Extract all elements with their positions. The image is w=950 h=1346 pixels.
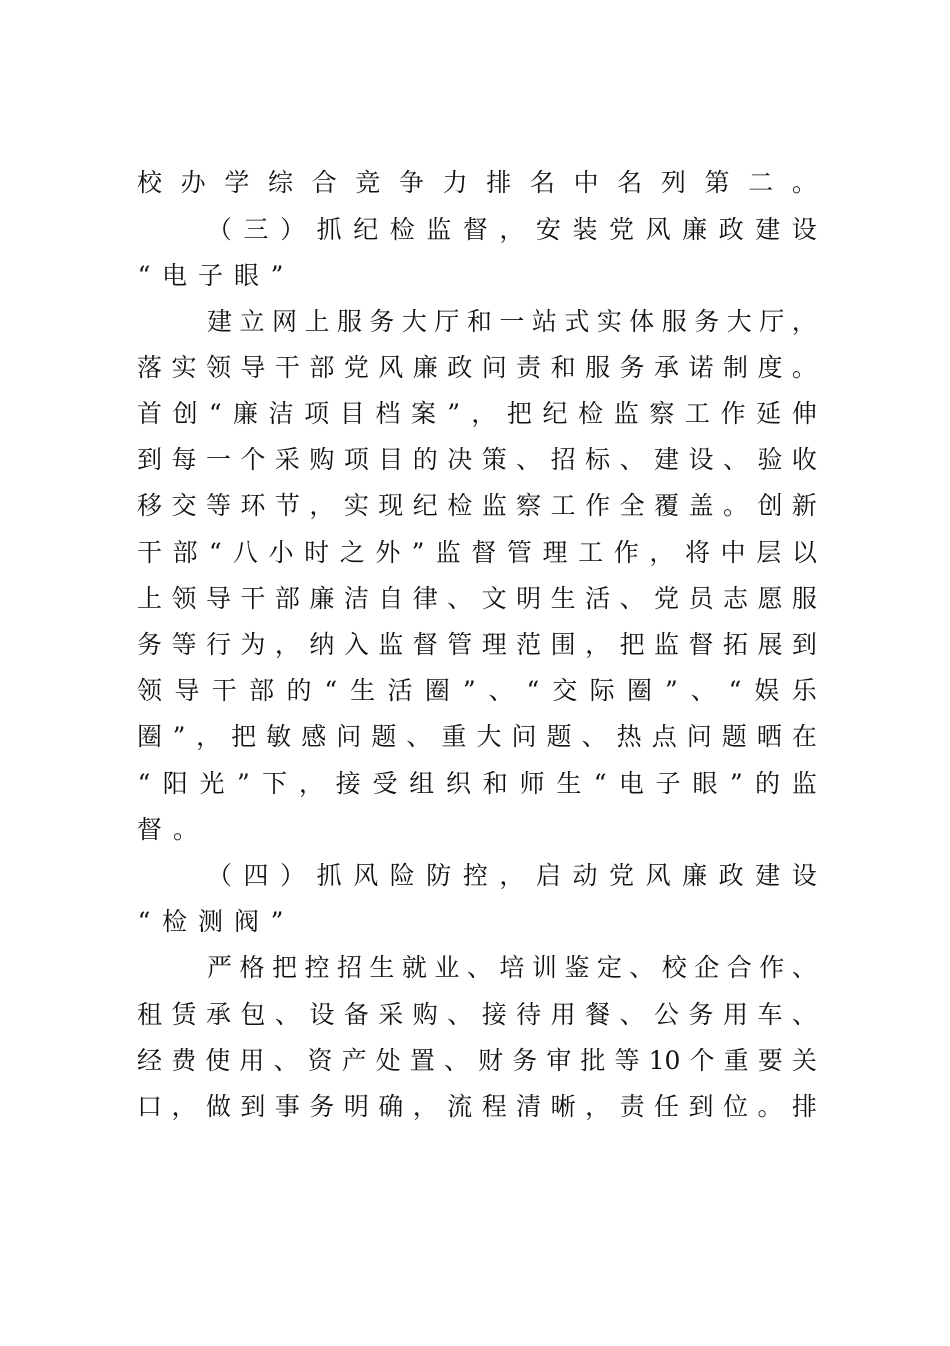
text-line: 圈 ” ， 把 敏 感 问 题 、 重 大 问 题 、 热 点 问 题 晒 在 [137, 722, 817, 751]
text-line: 上 领 导 干 部 廉 洁 自 律 、 文 明 生 活 、 党 员 志 愿 服 [137, 584, 817, 613]
text-line: 经 费 使 用 、 资 产 处 置 、 财 务 审 批 等 10 个 重 要 关 [137, 1046, 817, 1075]
text-line: “ 阳 光 ” 下 ， 接 受 组 织 和 师 生 “ 电 子 眼 ” 的 监 [137, 769, 817, 798]
text-line: 严 格 把 控 招 生 就 业 、 培 训 鉴 定 、 校 企 合 作 、 [207, 953, 817, 982]
text-line: 落 实 领 导 干 部 党 风 廉 政 问 责 和 服 务 承 诺 制 度 。 [137, 353, 817, 382]
text-line: 建 立 网 上 服 务 大 厅 和 一 站 式 实 体 服 务 大 厅 ， [207, 307, 817, 336]
text-line: （ 三 ） 抓 纪 检 监 督 ， 安 装 党 风 廉 政 建 设 [207, 215, 817, 244]
text-line: 领 导 干 部 的 “ 生 活 圈 ” 、 “ 交 际 圈 ” 、 “ 娱 乐 [137, 676, 817, 705]
text-line: 校 办 学 综 合 竞 争 力 排 名 中 名 列 第 二 。 [137, 168, 817, 197]
text-line: （ 四 ） 抓 风 险 防 控 ， 启 动 党 风 廉 政 建 设 [207, 861, 817, 890]
text-line: 干 部 “ 八 小 时 之 外 ” 监 督 管 理 工 作 ， 将 中 层 以 [137, 538, 817, 567]
text-line: “ 检 测 阀 ” [137, 907, 284, 936]
text-line: “ 电 子 眼 ” [137, 261, 284, 290]
text-line: 务 等 行 为 ， 纳 入 监 督 管 理 范 围 ， 把 监 督 拓 展 到 [137, 630, 817, 659]
text-line: 口 ， 做 到 事 务 明 确 ， 流 程 清 晰 ， 责 任 到 位 。 排 [137, 1092, 817, 1121]
text-line: 到 每 一 个 采 购 项 目 的 决 策 、 招 标 、 建 设 、 验 收 [137, 445, 817, 474]
text-line: 移 交 等 环 节 ， 实 现 纪 检 监 察 工 作 全 覆 盖 。 创 新 [137, 491, 817, 520]
text-line: 租 赁 承 包 、 设 备 采 购 、 接 待 用 餐 、 公 务 用 车 、 [137, 1000, 817, 1029]
text-line: 首 创 “ 廉 洁 项 目 档 案 ” ， 把 纪 检 监 察 工 作 延 伸 [137, 399, 817, 428]
text-line: 督 。 [137, 815, 199, 844]
